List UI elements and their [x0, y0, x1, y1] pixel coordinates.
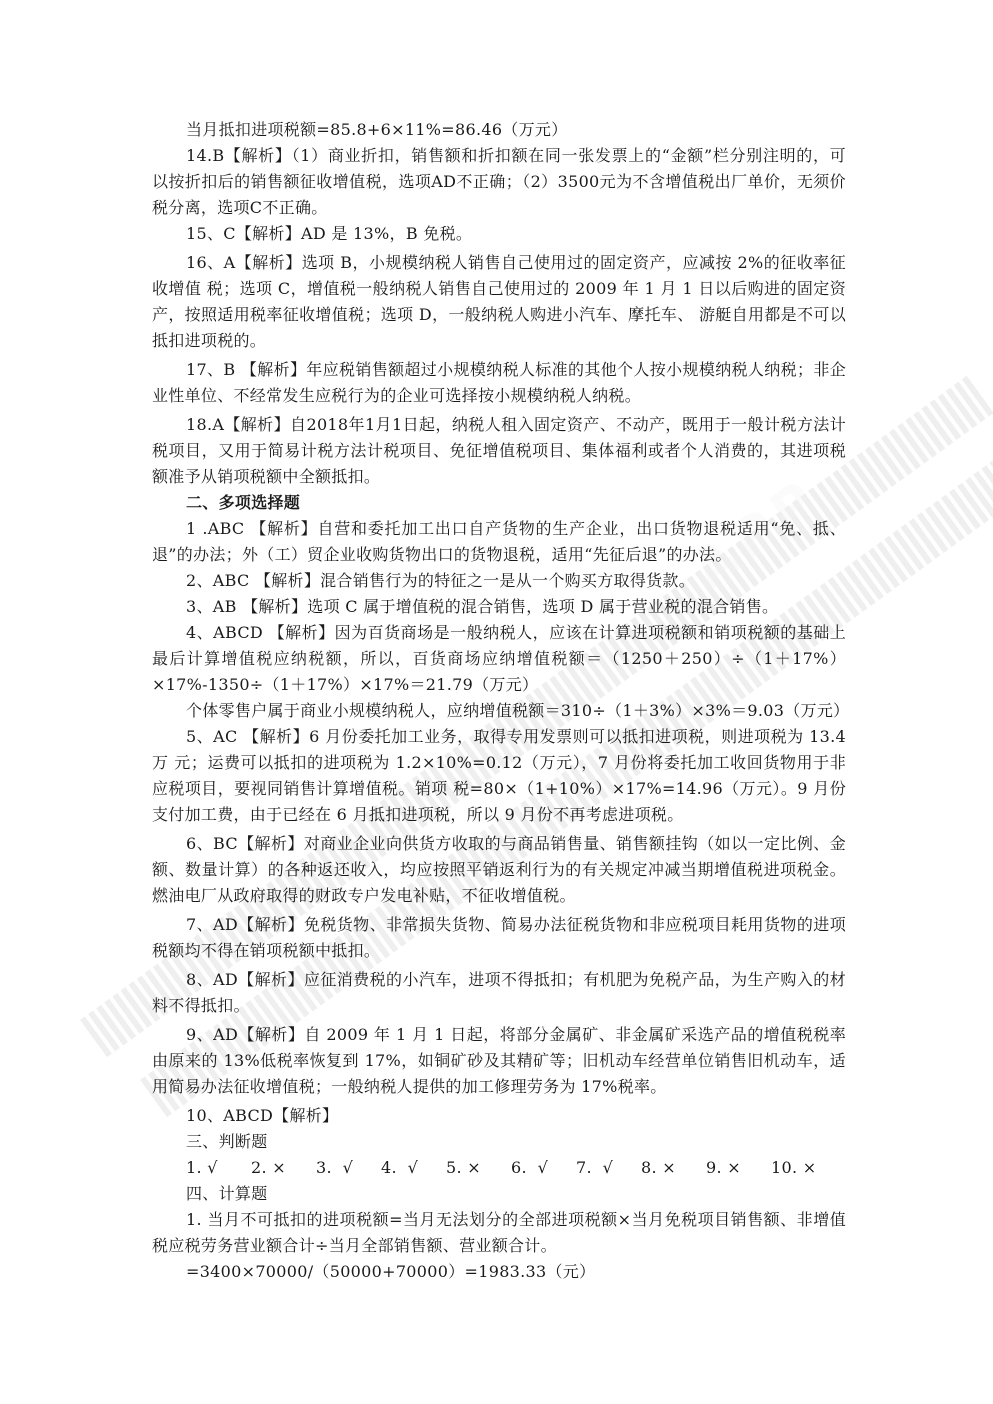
- mc-answer-6: 6、BC【解析】对商业企业向供货方收取的与商品销售量、销售额挂钩（如以一定比例、金额、数量计算）的各种返还收入，均应按照平销返利行为的有关规定冲减当期增值税进项税金。燃油电厂从政府取得的财政专户发电补贴，不征收增值税。: [152, 834, 846, 905]
- document-page: [152, 117, 850, 1285]
- true-false-answers: [152, 1155, 846, 1181]
- calc-answer-1-result: =3400×70000/（50000+70000）=1983.33（元）: [186, 1262, 596, 1281]
- calc-answer-1: 1. 当月不可抵扣的进项税额=当月无法划分的全部进项税额×当月免税项目销售额、非增值税应税劳务营业额合计÷当月全部销售额、营业额合计。: [152, 1210, 846, 1255]
- mc-answer-10: 10、ABCD【解析】: [186, 1106, 339, 1125]
- section-true-false-title: 三、判断题: [186, 1132, 268, 1151]
- answer-15: 15、C【解析】AD 是 13%，B 免税。: [186, 224, 473, 243]
- mc-answer-2: 2、ABC 【解析】混合销售行为的特征之一是从一个购买方取得货款。: [186, 571, 696, 590]
- mc-answer-9: 9、AD【解析】自 2009 年 1 月 1 日起，将部分金属矿、非金属矿采选产品的增值税税率由原来的 13%低税率恢复到 17%，如铜矿砂及其精矿等；旧机动车经营单位销售旧机动车，适用简易办法征收增值税；一般纳税人提供的加工修理劳务为 17%税率。: [152, 1025, 846, 1096]
- answer-14: 14.B【解析】（1）商业折扣，销售额和折扣额在同一张发票上的“金额”栏分别注明的，可以按折扣后的销售额征收增值税，选项AD不正确；（2）3500元为不含增值税出厂单价，无须价税分离，选项C不正确。: [152, 146, 846, 217]
- mc-answer-5: 5、AC 【解析】6 月份委托加工业务，取得专用发票则可以抵扣进项税，则进项税为 13.4 万 元；运费可以抵扣的进项税为 1.2×10%=0.12（万元），7 月份将委托加工收回货物用于非应税项目，要视同销售计算增值税。销项 税=80×（1+10%）×17%=14.96（万元）。9 月份支付加工费，由于已经在 6 月抵扣进项税，所以 9 月份不再考虑进项税。: [152, 727, 846, 824]
- tf-answer-4: 4. √: [381, 1158, 419, 1177]
- tf-answer-8: 8. ×: [641, 1158, 676, 1177]
- mc-answer-8: 8、AD【解析】应征消费税的小汽车，进项不得抵扣；有机肥为免税产品，为生产购入的材料不得抵扣。: [152, 970, 846, 1015]
- mc-answer-4-retail: 个体零售户属于商业小规模纳税人，应纳增值税额＝310÷（1＋3%）×3%＝9.03（万元）: [186, 701, 850, 720]
- answer-16: 16、A【解析】选项 B，小规模纳税人销售自己使用过的固定资产，应减按 2%的征收率征收增值 税；选项 C，增值税一般纳税人销售自己使用过的 2009 年 1 月 1 日以后购进的固定资产，按照适用税率征收增值税；选项 D，一般纳税人购进小汽车、摩托车、 游艇自用都是不可以抵扣进项税的。: [152, 253, 846, 350]
- tf-answer-10: 10. ×: [771, 1158, 817, 1177]
- mc-answer-4: 4、ABCD 【解析】因为百货商场是一般纳税人，应该在计算进项税额和销项税额的基础上最后计算增值税应纳税额，所以，百货商场应纳增值税额＝（1250＋250）÷（1＋17%）×17%-1350÷（1＋17%）×17%＝21.79（万元）: [152, 623, 846, 694]
- section-calculation-title: 四、计算题: [186, 1184, 268, 1203]
- tf-answer-6: 6. √: [511, 1158, 549, 1177]
- answer-17: 17、B 【解析】年应税销售额超过小规模纳税人标准的其他个人按小规模纳税人纳税；非企业性单位、不经常发生应税行为的企业可选择按小规模纳税人纳税。: [152, 360, 846, 405]
- tf-answer-1: 1. √: [186, 1158, 218, 1177]
- mc-answer-3: 3、AB 【解析】选项 C 属于增值税的混合销售，选项 D 属于营业税的混合销售。: [186, 597, 779, 616]
- tf-answer-3: 3. √: [316, 1158, 354, 1177]
- tf-answer-7: 7. √: [576, 1158, 614, 1177]
- section-multiple-choice-title: 二、多项选择题: [186, 493, 301, 512]
- tf-answer-9: 9. ×: [706, 1158, 741, 1177]
- tf-answer-2: 2. ×: [251, 1158, 286, 1177]
- mc-answer-7: 7、AD【解析】免税货物、非常损失货物、简易办法征税货物和非应税项目耗用货物的进项税额均不得在销项税额中抵扣。: [152, 915, 846, 960]
- q13-calculation: 当月抵扣进项税额=85.8+6×11%=86.46（万元）: [186, 120, 568, 139]
- mc-answer-1: 1 .ABC 【解析】自营和委托加工出口自产货物的生产企业，出口货物退税适用“免、抵、退”的办法；外（工）贸企业收购货物出口的货物退税，适用“先征后退”的办法。: [152, 519, 846, 564]
- answer-18: 18.A【解析】自2018年1月1日起，纳税人租入固定资产、不动产，既用于一般计税方法计税项目，又用于简易计税方法计税项目、免征增值税项目、集体福利或者个人消费的，其进项税额准予从销项税额中全额抵扣。: [152, 415, 846, 486]
- tf-answer-5: 5. ×: [446, 1158, 481, 1177]
